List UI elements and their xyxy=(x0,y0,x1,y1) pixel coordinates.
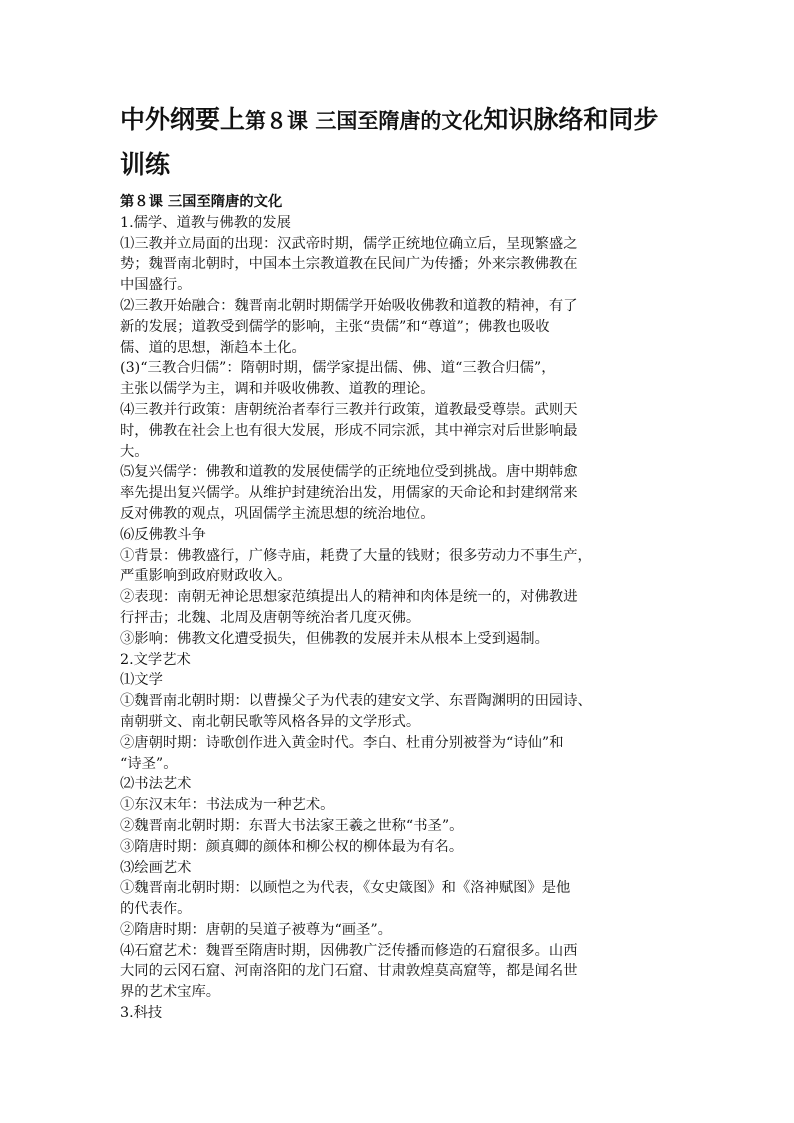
text-line: 反对佛教的观点，巩固儒学主流思想的统治地位。 xyxy=(120,505,435,522)
section-heading: 1.儒学、道教与佛教的发展 xyxy=(120,214,291,231)
text-line: ⑷石窟艺术：魏晋至隋唐时期，因佛教广泛传播而修造的石窟很多。山西 xyxy=(120,942,578,959)
text-line: 主张以儒学为主，调和并吸收佛教、道教的理论。 xyxy=(120,381,435,398)
text-line: ⑶绘画艺术 xyxy=(120,859,192,876)
document-title xyxy=(120,98,700,187)
text-line: 南朝骈文、南北朝民歌等风格各异的文学形式。 xyxy=(120,713,421,730)
text-line: (3)“三教合归儒”：隋朝时期，儒学家提出儒、佛、道“三教合归儒”， xyxy=(120,360,556,377)
text-line: 大同的云冈石窟、河南洛阳的龙门石窟、甘肃敦煌莫高窟等，都是闻名世 xyxy=(120,963,578,980)
text-line: ②隋唐时期：唐朝的吴道子被尊为“画圣”。 xyxy=(120,921,392,938)
text-line: 严重影响到政府财政收入。 xyxy=(120,568,292,585)
title-part-4: 训练 xyxy=(120,150,171,179)
text-line: 大。 xyxy=(120,443,149,460)
lesson-heading: 第８课 三国至隋唐的文化 xyxy=(120,194,283,210)
text-line: ⑴三教并立局面的出现：汉武帝时期，儒学正统地位确立后，呈现繁盛之 xyxy=(120,235,578,252)
title-part-3: 知识脉络和同步 xyxy=(483,105,659,134)
title-part-1: 中外纲要上 xyxy=(120,105,246,134)
text-line: ③影响：佛教文化遭受损失，但佛教的发展并未从根本上受到遏制。 xyxy=(120,630,549,647)
text-line: 率先提出复兴儒学。从维护封建统治出发，用儒家的天命论和封建纲常来 xyxy=(120,485,578,502)
text-line: ⑷三教并行政策：唐朝统治者奉行三教并行政策，道教最受尊崇。武则天 xyxy=(120,401,578,418)
section-heading: 2.文学艺术 xyxy=(120,651,191,668)
text-line: ②魏晋南北朝时期：东晋大书法家王羲之世称“书圣”。 xyxy=(120,817,464,834)
text-line: ①魏晋南北朝时期：以曹操父子为代表的建安文学、东晋陶渊明的田园诗、 xyxy=(120,693,592,710)
text-line: ①背景：佛教盛行，广修寺庙，耗费了大量的钱财；很多劳动力不事生产， xyxy=(120,547,592,564)
text-line: ⑹反佛教斗争 xyxy=(120,526,206,543)
text-line: 儒、道的思想，渐趋本土化。 xyxy=(120,339,306,356)
text-line: 界的艺术宝库。 xyxy=(120,984,221,1001)
text-line: ②唐朝时期：诗歌创作进入黄金时代。李白、杜甫分别被誉为“诗仙”和 xyxy=(120,734,564,751)
section-heading: 3.科技 xyxy=(120,1005,163,1022)
text-line: 时，佛教在社会上也有很大发展，形成不同宗派，其中禅宗对后世影响最 xyxy=(120,422,578,439)
text-line: “诗圣”。 xyxy=(120,755,178,772)
text-line: 新的发展；道教受到儒学的影响，主张“贵儒”和“尊道”；佛教也吸收 xyxy=(120,318,550,335)
text-line: ⑵三教开始融合：魏晋南北朝时期儒学开始吸收佛教和道教的精神，有了 xyxy=(120,297,578,314)
text-line: ⑴文学 xyxy=(120,672,163,689)
title-part-2: 第８课 三国至隋唐的文化 xyxy=(245,108,484,133)
text-line: ①东汉末年：书法成为一种艺术。 xyxy=(120,797,335,814)
document-body xyxy=(120,192,685,1024)
text-line: ③隋唐时期：颜真卿的颜体和柳公权的柳体最为有名。 xyxy=(120,838,464,855)
text-line: 中国盛行。 xyxy=(120,277,192,294)
text-line: 的代表作。 xyxy=(120,901,192,918)
text-line: 行抨击；北魏、北周及唐朝等统治者几度灭佛。 xyxy=(120,609,421,626)
text-line: ①魏晋南北朝时期：以顾恺之为代表，《女史箴图》和《洛神赋图》是他 xyxy=(120,880,571,897)
text-line: ⑵书法艺术 xyxy=(120,776,192,793)
text-line: 势；魏晋南北朝时，中国本土宗教道教在民间广为传播；外来宗教佛教在 xyxy=(120,256,578,273)
text-line: ⑸复兴儒学：佛教和道教的发展使儒学的正统地位受到挑战。唐中期韩愈 xyxy=(120,464,578,481)
text-line: ②表现：南朝无神论思想家范缜提出人的精神和肉体是统一的，对佛教进 xyxy=(120,589,578,606)
